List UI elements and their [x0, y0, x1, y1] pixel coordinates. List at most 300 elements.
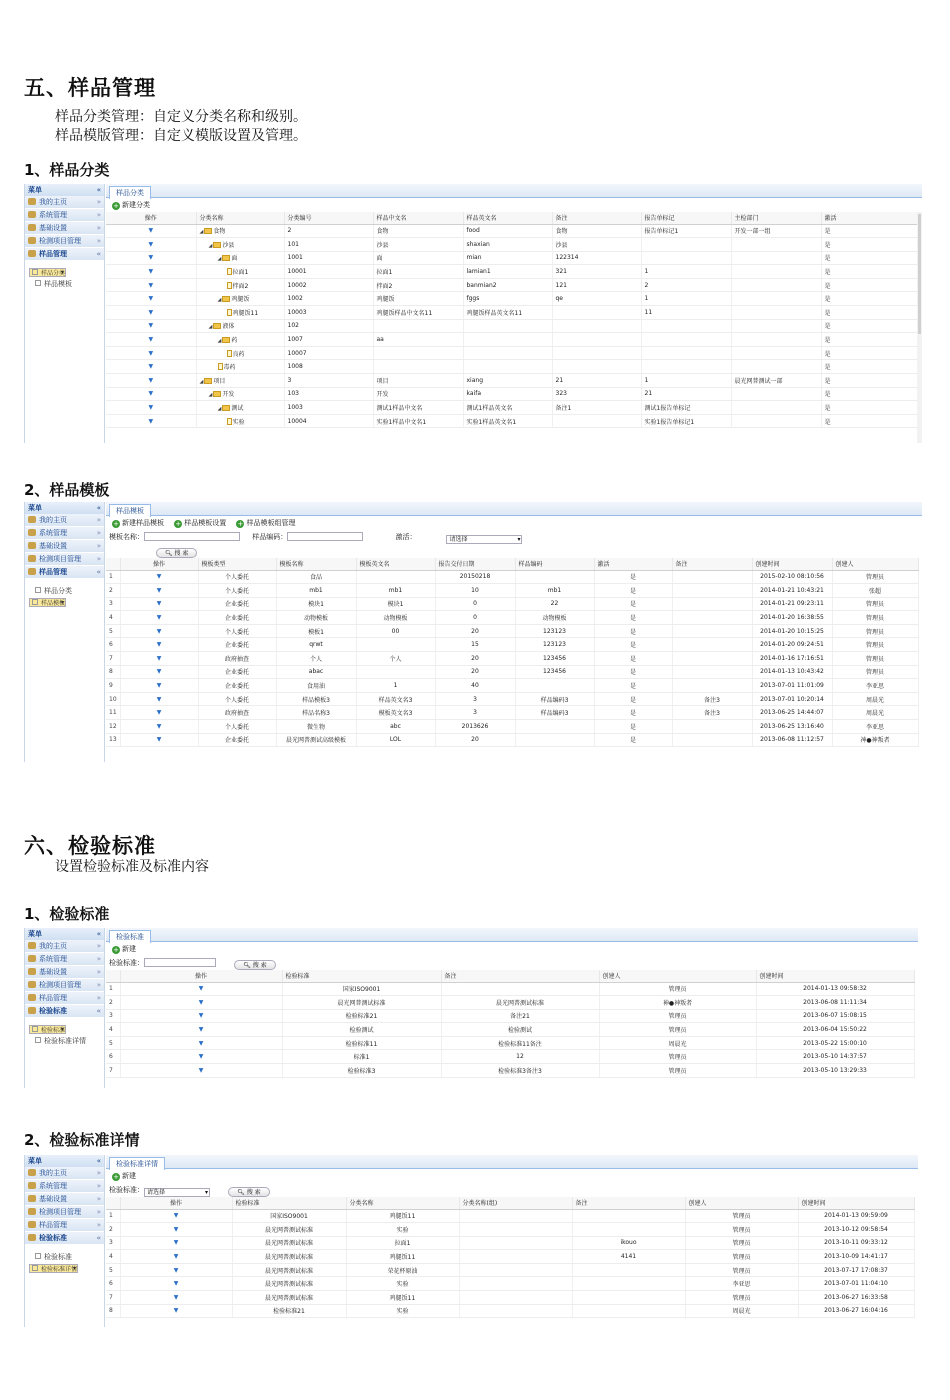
category-name-cell	[196, 278, 284, 292]
menu-standard[interactable]	[25, 1232, 104, 1245]
table-cell	[672, 570, 752, 584]
table-cell: 张超	[832, 584, 918, 598]
menu-project[interactable]	[25, 1206, 104, 1219]
action-dropdown-icon[interactable]: ▼	[156, 586, 162, 594]
column-header: 创建人	[832, 558, 918, 570]
table-row[interactable]	[106, 1223, 914, 1237]
standard-input[interactable]	[144, 958, 216, 967]
sample-code-input[interactable]	[287, 532, 363, 541]
table-cell: 10	[435, 584, 515, 598]
action-dropdown-icon[interactable]: ▼	[198, 998, 204, 1006]
action-dropdown-icon[interactable]: ▼	[156, 654, 162, 662]
add-template-button[interactable]	[112, 516, 164, 530]
table-cell: 2015-02-10 08:10:56	[752, 570, 832, 584]
cell-act: 是	[821, 292, 918, 306]
menu-basic[interactable]	[25, 1193, 104, 1206]
submenu-sample-category[interactable]: 样品分类	[29, 586, 104, 596]
category-name-cell	[196, 319, 284, 333]
user-icon	[28, 1208, 36, 1215]
cell-en: banmian2	[463, 278, 552, 292]
table-row[interactable]	[106, 584, 918, 598]
action-dropdown-icon[interactable]: ▼	[148, 254, 154, 262]
add-category-button[interactable]	[112, 198, 150, 212]
template-group-button[interactable]	[236, 516, 295, 530]
submenu-standard-detail[interactable]: 检验标准详情	[29, 1036, 104, 1046]
cell-mark: 测试1报告单标记	[641, 401, 731, 415]
table-row[interactable]	[106, 679, 918, 693]
table-cell: 管理员	[832, 570, 918, 584]
cell-en	[463, 360, 552, 374]
standard-label: 检验标准：	[109, 1186, 144, 1194]
tab-standard-detail[interactable]: 检验标准详情	[109, 1157, 165, 1170]
menu-system[interactable]	[25, 209, 104, 222]
menu-standard[interactable]	[25, 1005, 104, 1018]
expand-icon[interactable]: ◢	[208, 392, 213, 399]
column-header: 模板类型	[198, 558, 276, 570]
chevron-icon: »	[96, 555, 101, 563]
user-icon	[28, 1007, 36, 1014]
search-button[interactable]	[234, 960, 275, 970]
table-cell: 管理员	[599, 1009, 756, 1023]
file-icon	[218, 363, 223, 370]
cell-dept	[731, 278, 821, 292]
table-cell: 模板英文名3	[356, 706, 435, 720]
table-cell: 晨光网普测试标准	[232, 1291, 346, 1305]
table-row[interactable]	[106, 665, 918, 679]
action-dropdown-icon[interactable]: ▼	[156, 709, 162, 717]
row-action-cell	[120, 1223, 232, 1237]
action-dropdown-icon[interactable]: ▼	[173, 1307, 179, 1315]
file-icon	[227, 282, 232, 289]
action-dropdown-icon[interactable]: ▼	[173, 1239, 179, 1247]
action-dropdown-icon[interactable]: ▼	[148, 268, 154, 276]
table-row[interactable]	[106, 346, 918, 360]
menu-project-label: 检测项目管理	[39, 555, 81, 563]
menu-home-label: 我的主页	[39, 1169, 67, 1177]
table-row[interactable]	[106, 611, 918, 625]
action-dropdown-icon[interactable]: ▼	[156, 695, 162, 703]
home-icon	[28, 942, 36, 949]
sample-code-label: 样品编码：	[252, 533, 288, 541]
tab-sample-template[interactable]: 样品模板	[109, 504, 151, 517]
action-dropdown-icon[interactable]: ▼	[156, 600, 162, 608]
table-cell: 是	[594, 611, 672, 625]
table-row[interactable]	[106, 360, 918, 374]
column-header: 操作	[120, 1197, 232, 1209]
table-cell: 备注21	[441, 1009, 599, 1023]
table-row[interactable]	[106, 278, 918, 292]
cell-mark: 1	[641, 292, 731, 306]
column-header: 分类名称(组)	[459, 1197, 572, 1209]
cell-code: 101	[284, 238, 373, 252]
action-dropdown-icon[interactable]: ▼	[148, 390, 154, 398]
cell-code: 10007	[284, 346, 373, 360]
main-area	[106, 184, 922, 443]
expand-icon[interactable]: ◢	[208, 242, 213, 249]
submenu-sample-template[interactable]: 样品模板 ▾	[29, 598, 66, 607]
row-action-cell	[106, 374, 196, 388]
table-row[interactable]	[106, 1263, 914, 1277]
cell-dept	[731, 306, 821, 320]
chevron-icon: »	[96, 1195, 101, 1203]
action-dropdown-icon[interactable]: ▼	[198, 1026, 204, 1034]
menu-basic[interactable]	[25, 540, 104, 553]
row-number: 6	[106, 638, 120, 652]
table-cell: 微生物	[276, 720, 356, 734]
table-row[interactable]	[106, 1209, 914, 1223]
table-row[interactable]	[106, 597, 918, 611]
collapse-icon[interactable]: «	[96, 186, 101, 194]
table-cell	[356, 665, 435, 679]
table-row[interactable]	[106, 265, 918, 279]
table-cell: 晨光网普测试高级模板	[276, 733, 356, 747]
menu-sample-label: 样品管理	[39, 568, 67, 576]
submenu-standard-detail[interactable]: 检验标准详情 ▾	[29, 1264, 78, 1273]
action-dropdown-icon[interactable]: ▼	[148, 417, 154, 425]
chevron-icon: »	[96, 955, 101, 963]
table-cell: mb1	[276, 584, 356, 598]
user-icon	[28, 529, 36, 536]
table-row[interactable]	[106, 1291, 914, 1305]
table-cell: 拉面1	[346, 1236, 459, 1250]
action-dropdown-icon[interactable]: ▼	[198, 1012, 204, 1020]
table-row[interactable]	[106, 1009, 914, 1023]
menu-system-label: 系统管理	[39, 211, 67, 219]
cell-mark: 11	[641, 306, 731, 320]
table-row[interactable]	[106, 1304, 914, 1318]
active-select[interactable]: 请选择 ▾	[446, 535, 522, 544]
table-row[interactable]	[106, 652, 918, 666]
cell-code: 10002	[284, 278, 373, 292]
table-cell: 政府抽查	[198, 652, 276, 666]
table-row[interactable]	[106, 319, 918, 333]
sec6-title: 六、检验标准	[24, 834, 156, 858]
chevron-icon: »	[96, 224, 101, 232]
menu-sample[interactable]	[25, 248, 104, 261]
scrollbar-thumb[interactable]	[918, 214, 921, 334]
menu-home-label: 我的主页	[39, 942, 67, 950]
template-settings-button[interactable]	[174, 516, 226, 530]
row-action-cell	[120, 638, 198, 652]
row-number: 5	[106, 1036, 120, 1050]
action-dropdown-icon[interactable]: ▼	[173, 1293, 179, 1301]
folder-icon	[204, 378, 212, 384]
s2-title: 2、样品模板	[24, 481, 110, 499]
table-cell: 是	[594, 692, 672, 706]
menu-system[interactable]	[25, 1180, 104, 1193]
table-row[interactable]	[106, 374, 918, 388]
menu-basic[interactable]	[25, 966, 104, 979]
menu-header-label: 菜单	[28, 504, 42, 512]
table-cell: 20	[435, 665, 515, 679]
menu-home[interactable]	[25, 514, 104, 527]
action-dropdown-icon[interactable]: ▼	[156, 573, 162, 581]
menu-basic-label: 基础设置	[39, 968, 67, 976]
action-dropdown-icon[interactable]: ▼	[156, 722, 162, 730]
action-dropdown-icon[interactable]: ▼	[156, 682, 162, 690]
action-dropdown-icon[interactable]: ▼	[156, 614, 162, 622]
table-cell: 样品编码3	[515, 692, 594, 706]
cell-code: 1003	[284, 401, 373, 415]
category-name-cell	[196, 387, 284, 401]
table-cell: 管理员	[832, 652, 918, 666]
table-cell	[572, 1277, 685, 1291]
table-cell	[672, 665, 752, 679]
cell-cn: aa	[373, 333, 463, 347]
column-header: 备注	[572, 1197, 685, 1209]
add-detail-label: 新建	[122, 1172, 136, 1180]
action-dropdown-icon[interactable]: ▼	[148, 336, 154, 344]
cell-act: 是	[821, 360, 918, 374]
action-dropdown-icon[interactable]: ▼	[198, 1039, 204, 1047]
submenu-standard[interactable]: 检验标准	[29, 1252, 104, 1262]
collapse-icon[interactable]: «	[96, 930, 101, 938]
table-cell	[572, 1223, 685, 1237]
table-row[interactable]	[106, 306, 918, 320]
table-row[interactable]	[106, 1023, 914, 1037]
action-dropdown-icon[interactable]: ▼	[173, 1225, 179, 1233]
folder-icon	[222, 296, 230, 302]
table-row[interactable]	[106, 733, 918, 747]
row-number: 6	[106, 1050, 120, 1064]
cell-cn: 鸡腿饭样品中文名11	[373, 306, 463, 320]
table-row[interactable]	[106, 1064, 914, 1078]
cell-act: 是	[821, 333, 918, 347]
table-cell: 是	[594, 679, 672, 693]
row-action-cell	[106, 238, 196, 252]
row-action-cell	[120, 1250, 232, 1264]
table-cell: 检验标准3	[282, 1064, 441, 1078]
table-cell: 模块1	[276, 597, 356, 611]
action-dropdown-icon[interactable]: ▼	[148, 322, 154, 330]
table-cell: 企业委托	[198, 611, 276, 625]
table-row[interactable]	[106, 1250, 914, 1264]
folder-icon	[213, 323, 221, 329]
expand-icon[interactable]: ◢	[217, 406, 222, 413]
standard-detail-table	[106, 1197, 915, 1318]
table-cell: 检验标准21	[282, 1009, 441, 1023]
user-icon	[28, 250, 36, 257]
action-dropdown-icon[interactable]: ▼	[148, 295, 154, 303]
menu-sample[interactable]	[25, 566, 104, 579]
table-cell: 管理员	[685, 1250, 798, 1264]
table-cell	[672, 720, 752, 734]
cell-act: 是	[821, 265, 918, 279]
template-name-input[interactable]	[144, 532, 240, 541]
table-row[interactable]	[106, 638, 918, 652]
table-cell: 鸡腿饭11	[346, 1291, 459, 1305]
category-name-cell	[196, 333, 284, 347]
action-dropdown-icon[interactable]: ▼	[198, 985, 204, 993]
action-dropdown-icon[interactable]: ▼	[148, 363, 154, 371]
menu-home[interactable]	[25, 196, 104, 209]
cell-note: 121	[552, 278, 641, 292]
expand-icon[interactable]: ◢	[199, 378, 204, 385]
cell-note: 21	[552, 374, 641, 388]
user-icon	[28, 211, 36, 218]
table-row[interactable]	[106, 414, 918, 428]
expand-icon[interactable]: ◢	[199, 229, 204, 236]
expand-icon[interactable]: ◢	[217, 256, 222, 263]
action-dropdown-icon[interactable]: ▼	[148, 227, 154, 235]
table-cell: 是	[594, 665, 672, 679]
menu-sample[interactable]	[25, 992, 104, 1005]
table-row[interactable]	[106, 333, 918, 347]
action-dropdown-icon[interactable]: ▼	[198, 1053, 204, 1061]
action-dropdown-icon[interactable]: ▼	[148, 308, 154, 316]
scrollbar[interactable]	[917, 212, 922, 443]
action-dropdown-icon[interactable]: ▼	[173, 1212, 179, 1220]
category-name: 鸡腿饭	[231, 296, 250, 304]
menu-home[interactable]	[25, 940, 104, 953]
action-dropdown-icon[interactable]: ▼	[173, 1280, 179, 1288]
file-icon	[227, 268, 232, 275]
add-standard-button[interactable]	[112, 942, 136, 956]
menu-system[interactable]	[25, 527, 104, 540]
menu-project[interactable]	[25, 979, 104, 992]
table-cell: mb1	[515, 584, 594, 598]
row-action-cell	[120, 1291, 232, 1305]
table-cell: 2014-01-13 09:59:09	[798, 1209, 914, 1223]
action-dropdown-icon[interactable]: ▼	[148, 281, 154, 289]
cell-cn	[373, 360, 463, 374]
table-row[interactable]	[106, 238, 918, 252]
category-name-cell	[196, 346, 284, 360]
menu-sample-label: 样品管理	[39, 994, 67, 1002]
table-cell: 李亚思	[832, 720, 918, 734]
search-bar	[106, 1183, 918, 1197]
table-cell: 2013-05-10 14:37:57	[756, 1050, 914, 1064]
table-row[interactable]	[106, 251, 918, 265]
collapse-icon[interactable]: «	[96, 504, 101, 512]
table-row[interactable]	[106, 387, 918, 401]
table-cell: 2013-10-12 09:58:54	[798, 1223, 914, 1237]
menu-header	[25, 184, 104, 196]
column-header: 分类名称	[196, 212, 284, 224]
cell-dept	[731, 360, 821, 374]
table-row[interactable]	[106, 401, 918, 415]
table-cell: 00	[356, 624, 435, 638]
action-dropdown-icon[interactable]: ▼	[156, 668, 162, 676]
row-action-cell	[120, 652, 198, 666]
row-action-cell	[106, 387, 196, 401]
cell-cn: 食物	[373, 224, 463, 238]
user-icon	[28, 1234, 36, 1241]
toolbar	[106, 516, 922, 530]
table-row[interactable]	[106, 292, 918, 306]
search-button[interactable]	[228, 1187, 269, 1197]
table-cell: 2013-06-07 15:08:15	[756, 1009, 914, 1023]
action-dropdown-icon[interactable]: ▼	[148, 376, 154, 384]
cell-mark: 2	[641, 278, 731, 292]
table-row[interactable]	[106, 982, 914, 996]
action-dropdown-icon[interactable]: ▼	[198, 1066, 204, 1074]
action-dropdown-icon[interactable]: ▼	[173, 1266, 179, 1274]
menu-basic[interactable]	[25, 222, 104, 235]
category-name: 药	[231, 337, 238, 345]
table-cell: 周晨光	[685, 1304, 798, 1318]
cell-dept	[731, 333, 821, 347]
table-cell: 2013-05-10 13:29:33	[756, 1064, 914, 1078]
table-cell: 2013-06-27 16:04:16	[798, 1304, 914, 1318]
action-dropdown-icon[interactable]: ▼	[156, 627, 162, 635]
submenu-standard[interactable]: 检验标准 ▾	[29, 1025, 66, 1034]
chevron-icon: »	[96, 981, 101, 989]
table-cell: 2013626	[435, 720, 515, 734]
action-dropdown-icon[interactable]: ▼	[148, 349, 154, 357]
menu-sample[interactable]	[25, 1219, 104, 1232]
action-dropdown-icon[interactable]: ▼	[156, 641, 162, 649]
action-dropdown-icon[interactable]: ▼	[173, 1253, 179, 1261]
menu-system[interactable]	[25, 953, 104, 966]
table-cell: 2014-01-13 10:43:42	[752, 665, 832, 679]
expand-icon[interactable]: ◢	[208, 324, 213, 331]
table-row[interactable]	[106, 224, 918, 238]
menu-home[interactable]	[25, 1167, 104, 1180]
table-cell: 是	[594, 733, 672, 747]
table-row[interactable]	[106, 570, 918, 584]
collapse-icon[interactable]: «	[96, 1157, 101, 1165]
add-detail-button[interactable]	[112, 1169, 136, 1183]
table-row[interactable]	[106, 720, 918, 734]
action-dropdown-icon[interactable]: ▼	[156, 736, 162, 744]
menu-project[interactable]	[25, 235, 104, 248]
table-cell	[672, 584, 752, 598]
action-dropdown-icon[interactable]: ▼	[148, 240, 154, 248]
search-button[interactable]	[156, 548, 197, 558]
cell-en	[463, 319, 552, 333]
category-name: 鸡腿饭11	[232, 309, 259, 317]
table-row[interactable]	[106, 1277, 914, 1291]
menu-project[interactable]	[25, 553, 104, 566]
row-action-cell	[120, 1304, 232, 1318]
submenu-sample-template[interactable]: 样品模板	[29, 279, 104, 289]
table-row[interactable]	[106, 624, 918, 638]
search-icon: 🔍︎	[165, 550, 173, 557]
table-row[interactable]	[106, 1236, 914, 1250]
expand-icon[interactable]: ◢	[217, 338, 222, 345]
cell-dept	[731, 319, 821, 333]
table-cell: 晨光网普测试标准	[232, 1236, 346, 1250]
tab-sample-category[interactable]: 样品分类	[109, 186, 151, 199]
category-name-cell	[196, 374, 284, 388]
row-action-cell	[120, 611, 198, 625]
row-number: 11	[106, 706, 120, 720]
table-row[interactable]	[106, 1050, 914, 1064]
cell-note	[552, 360, 641, 374]
table-row[interactable]	[106, 706, 918, 720]
expand-icon[interactable]: ◢	[217, 297, 222, 304]
menu-standard-label: 检验标准	[39, 1234, 67, 1242]
cell-act: 是	[821, 414, 918, 428]
table-cell	[459, 1223, 572, 1237]
table-row[interactable]	[106, 1036, 914, 1050]
row-number: 7	[106, 652, 120, 666]
row-action-cell	[106, 251, 196, 265]
submenu-sample-category[interactable]: 样品分类 ▾	[29, 268, 66, 277]
tab-standard[interactable]: 检验标准	[109, 930, 151, 943]
menu-header	[25, 1155, 104, 1167]
chevron-icon: »	[96, 198, 101, 206]
table-row[interactable]	[106, 996, 914, 1010]
cell-code: 2	[284, 224, 373, 238]
folder-icon	[222, 255, 230, 261]
action-dropdown-icon[interactable]: ▼	[148, 404, 154, 412]
column-header: 检验标准	[232, 1197, 346, 1209]
table-row[interactable]	[106, 692, 918, 706]
row-number: 10	[106, 692, 120, 706]
standard-select[interactable]: 请选择 ▾	[144, 1188, 210, 1197]
